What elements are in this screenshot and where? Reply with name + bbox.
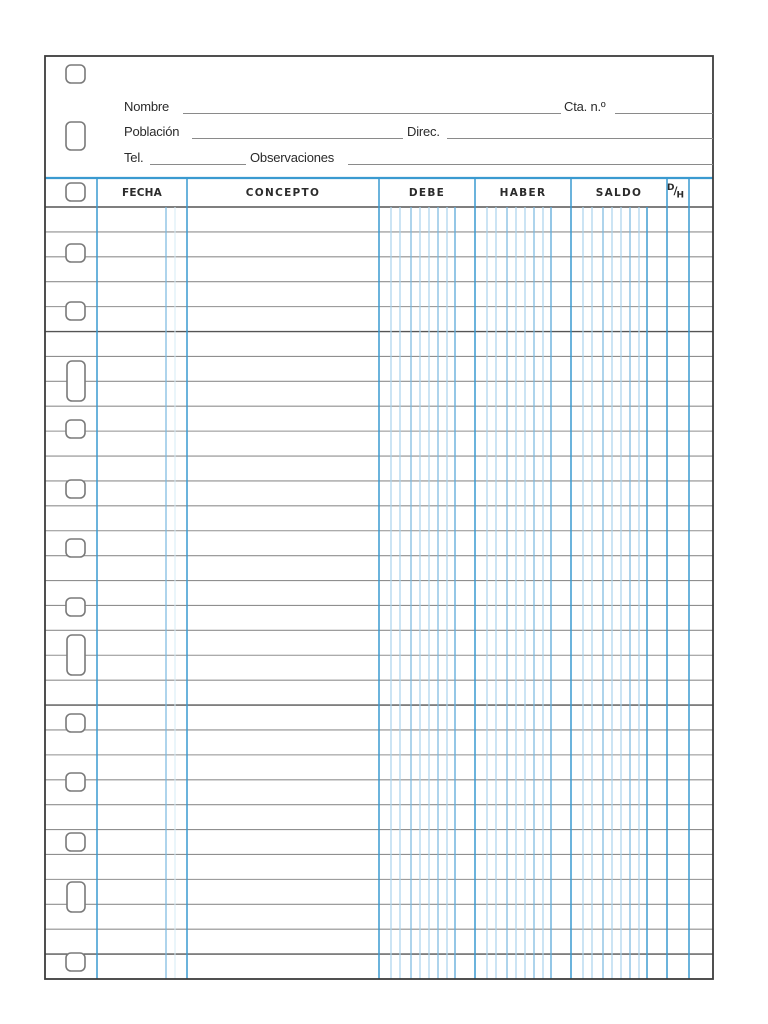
binder-hole bbox=[66, 714, 85, 732]
tel-label: Tel. bbox=[124, 150, 144, 165]
binder-hole bbox=[67, 882, 85, 912]
binder-hole bbox=[66, 302, 85, 320]
binder-hole bbox=[66, 833, 85, 851]
binder-hole bbox=[67, 361, 85, 401]
binder-hole bbox=[66, 539, 85, 557]
tel-field[interactable] bbox=[150, 164, 246, 165]
direc-label: Direc. bbox=[407, 124, 440, 139]
binder-hole bbox=[66, 183, 85, 201]
dh-h: H bbox=[676, 190, 684, 201]
dh-d: D bbox=[667, 183, 674, 193]
observaciones-field[interactable] bbox=[348, 164, 713, 165]
binder-hole bbox=[66, 244, 85, 262]
nombre-field[interactable] bbox=[183, 113, 561, 114]
binder-hole bbox=[66, 420, 85, 438]
direc-field[interactable] bbox=[447, 138, 713, 139]
nombre-label: Nombre bbox=[124, 99, 170, 114]
column-header-debe: DEBE bbox=[408, 187, 446, 199]
binder-hole bbox=[66, 953, 85, 971]
binder-hole bbox=[66, 598, 85, 616]
binder-hole bbox=[67, 635, 85, 675]
column-header-haber: HABER bbox=[499, 187, 547, 199]
binder-hole bbox=[66, 65, 85, 83]
column-header-saldo: SALDO bbox=[595, 187, 643, 199]
cta-field[interactable] bbox=[615, 113, 713, 114]
column-header-fecha: FECHA bbox=[122, 187, 162, 199]
observaciones-label: Observaciones bbox=[250, 150, 335, 165]
cta-label: Cta. n.º bbox=[564, 99, 606, 114]
dh-slash: / bbox=[673, 184, 677, 198]
binder-hole bbox=[66, 773, 85, 791]
column-header-debe-haber bbox=[667, 183, 683, 201]
binder-hole bbox=[66, 122, 85, 150]
column-header-concepto: CONCEPTO bbox=[245, 187, 321, 199]
poblacion-field[interactable] bbox=[192, 138, 403, 139]
binder-hole bbox=[66, 480, 85, 498]
poblacion-label: Población bbox=[124, 124, 180, 139]
